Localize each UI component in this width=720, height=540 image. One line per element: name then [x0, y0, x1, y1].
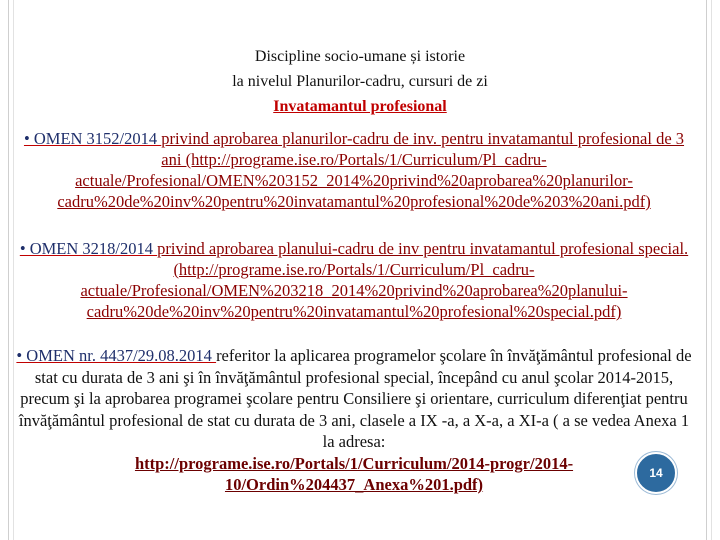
- bullet-item-omen-3152: [16, 128, 692, 212]
- bullet-item-omen-4437: [16, 345, 692, 496]
- title-line-2: la nivelul Planurilor-cadru, cursuri de zi: [232, 73, 488, 90]
- item-description: referitor la aplicarea programelor şcolare în învăţământul profesional de stat cu durata de 3 ani şi în învăţământul profesional special, începând cu anul şcolar 2014-2015, precum şi la aprobarea programei şcolare pentru Consiliere şi orientare, curriculum diferenţiat pentru învăţământul profesional de stat cu durata de 3 ani, clasele a IX -a, a X-a, a XI-a ( a se vedea Anexa 1 la adresa:: [18, 346, 692, 451]
- bullet-item-omen-3218: [16, 238, 692, 322]
- item-reference-link[interactable]: • OMEN nr. 4437/29.08.2014: [16, 346, 217, 365]
- annex-url-link[interactable]: http://programe.ise.ro/Portals/1/Curriculum/2014-progr/2014-10/Ordin%204437_Anexa%201.pdf): [134, 453, 574, 494]
- item-reference-link[interactable]: • OMEN 3152/2014: [23, 129, 162, 148]
- item-description-link[interactable]: privind aprobarea planurilor-cadru de inv. pentru invatamantul profesional de 3 ani (http://programe.ise.ro/Portals/1/Curriculum/Pl_cadru-actuale/Profesional/OMEN%203152_2014%20privind%20aprobarea%20planurilor-cadru%20de%20inv%20pentru%20invatamantul%20profesional%20de%203%20ani.pdf): [57, 129, 685, 211]
- title-line-1: Discipline socio-umane și istorie: [254, 48, 466, 65]
- item-description-link[interactable]: privind aprobarea planului-cadru de inv pentru invatamantul profesional special.(http://programe.ise.ro/Portals/1/Curriculum/Pl_cadru-actuale/Profesional/OMEN%203218_2014%20privind%20aprobarea%20planului-cadru%20de%20inv%20pentru%20invatamantul%20profesional%20special.pdf): [80, 239, 689, 321]
- page-number-badge: 14: [635, 452, 677, 494]
- slide-title: [0, 44, 720, 119]
- title-line-3: Invatamantul profesional: [273, 98, 447, 115]
- item-reference-link[interactable]: • OMEN 3218/2014: [19, 239, 158, 258]
